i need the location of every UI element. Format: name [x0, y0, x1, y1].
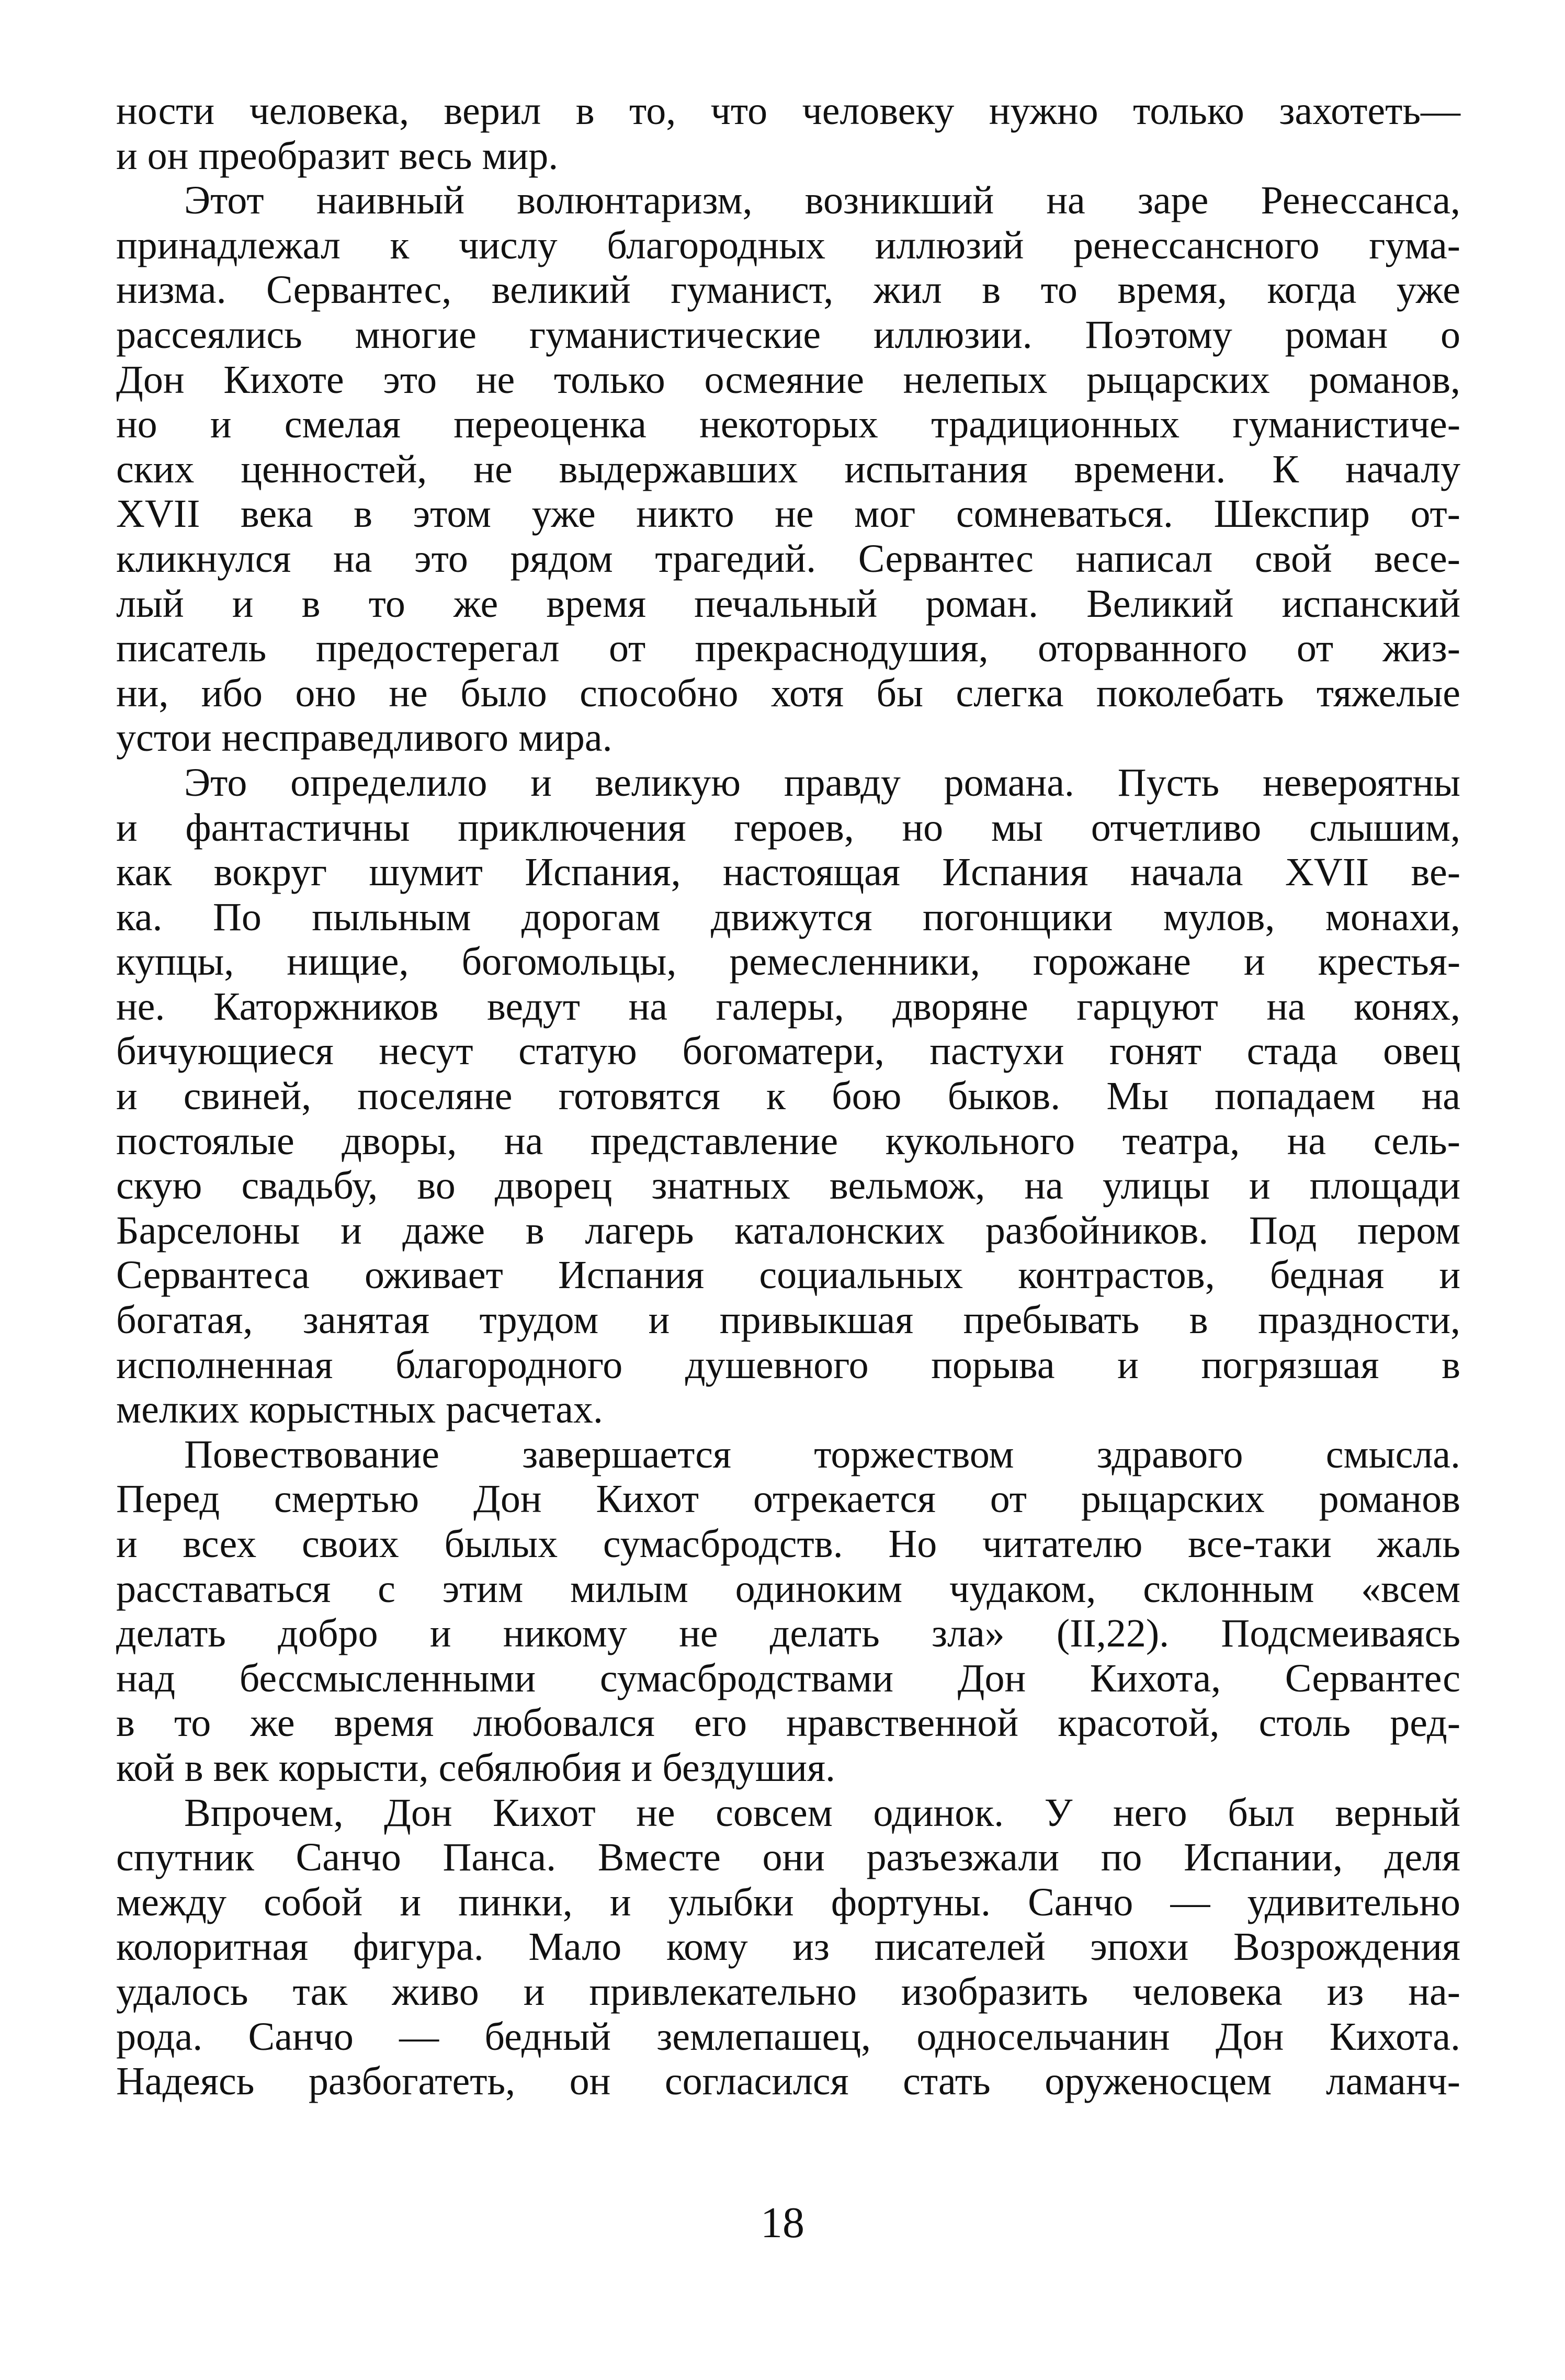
text-line: устои несправедливого мира.: [116, 716, 613, 760]
text-line: между собой и пинки, и улыбки фортуны. Санчо — удивительно: [116, 1880, 1460, 1924]
text-line: как вокруг шумит Испания, настоящая Испания начала XVII ве-: [116, 850, 1460, 895]
text-line: рода. Санчо — бедный землепашец, односельчанин Дон Кихота.: [116, 2014, 1460, 2059]
text-line: над бессмысленными сумасбродствами Дон Кихота, Сервантес: [116, 1656, 1460, 1700]
text-line: и всех своих былых сумасбродств. Но читателю все-таки жаль: [116, 1522, 1460, 1566]
text-line: ка. По пыльным дорогам движутся погонщики мулов, монахи,: [116, 895, 1460, 939]
text-line: но и смелая переоценка некоторых традиционных гуманистиче-: [116, 402, 1460, 447]
text-line: Перед смертью Дон Кихот отрекается от рыцарских романов: [116, 1477, 1460, 1521]
text-line: Повествование завершается торжеством здравого смысла.: [184, 1432, 1460, 1476]
text-line: спутник Санчо Панса. Вместе они разъезжали по Испании, деля: [116, 1835, 1460, 1880]
text-line: не. Каторжников ведут на галеры, дворяне гарцуют на конях,: [116, 984, 1460, 1029]
text-line: расставаться с этим милым одиноким чудаком, склонным «всем: [116, 1566, 1460, 1611]
text-line: в то же время любовался его нравственной красотой, столь ред-: [116, 1701, 1460, 1745]
text-line: мелких корыстных расчетах.: [116, 1388, 603, 1432]
text-line: Это определило и великую правду романа. Пусть невероятны: [184, 760, 1460, 805]
text-line: удалось так живо и привлекательно изобразить человека из на-: [116, 1969, 1460, 2014]
text-line: Барселоны и даже в лагерь каталонских разбойников. Под пером: [116, 1208, 1460, 1253]
text-line: рассеялись многие гуманистические иллюзии. Поэтому роман о: [116, 312, 1460, 357]
text-line: ни, ибо оно не было способно хотя бы слегка поколебать тяжелые: [116, 671, 1460, 715]
text-line: Сервантеса оживает Испания социальных контрастов, бедная и: [116, 1253, 1460, 1298]
text-line: Этот наивный волюнтаризм, возникший на заре Ренессанса,: [184, 178, 1460, 223]
text-line: и свиней, поселяне готовятся к бою быков. Мы попадаем на: [116, 1074, 1460, 1119]
text-line: делать добро и никому не делать зла» (II,22). Подсмеиваясь: [116, 1611, 1460, 1656]
text-line: купцы, нищие, богомольцы, ремесленники, горожане и крестья-: [116, 940, 1460, 984]
text-line: исполненная благородного душевного порыва и погрязшая в: [116, 1343, 1460, 1387]
text-line: Надеясь разбогатеть, он согласился стать оруженосцем ламанч-: [116, 2059, 1460, 2104]
text-line: богатая, занятая трудом и привыкшая пребывать в праздности,: [116, 1298, 1460, 1343]
text-line: и фантастичны приключения героев, но мы отчетливо слышим,: [116, 805, 1460, 850]
text-line: писатель предостерегал от прекраснодушия, оторванного от жиз-: [116, 626, 1460, 671]
text-line: скую свадьбу, во дворец знатных вельмож, на улицы и площади: [116, 1164, 1460, 1208]
text-line: XVII века в этом уже никто не мог сомневаться. Шекспир от-: [116, 492, 1460, 536]
text-line: постоялые дворы, на представление кукольного театра, на сель-: [116, 1119, 1460, 1163]
text-line: ских ценностей, не выдержавших испытания времени. К началу: [116, 447, 1460, 491]
text-line: кой в век корысти, себялюбия и бездушия.: [116, 1745, 836, 1790]
text-line: и он преобразит весь мир.: [116, 133, 559, 178]
text-line: Дон Кихоте это не только осмеяние нелепых рыцарских романов,: [116, 357, 1460, 402]
text-line: колоритная фигура. Мало кому из писателей эпохи Возрождения: [116, 1925, 1460, 1969]
text-line: ности человека, верил в то, что человеку нужно только захотеть—: [116, 89, 1460, 133]
text-line: лый и в то же время печальный роман. Великий испанский: [116, 581, 1460, 626]
page-number: 18: [761, 2198, 804, 2247]
text-line: низма. Сервантес, великий гуманист, жил в то время, когда уже: [116, 268, 1460, 312]
text-line: Впрочем, Дон Кихот не совсем одинок. У него был верный: [184, 1790, 1460, 1835]
text-line: принадлежал к числу благородных иллюзий ренессансного гума-: [116, 223, 1460, 267]
text-line: кликнулся на это рядом трагедий. Сервантес написал свой весе-: [116, 536, 1460, 581]
text-line: бичующиеся несут статую богоматери, пастухи гонят стада овец: [116, 1029, 1460, 1074]
page-body: [116, 89, 1460, 2104]
